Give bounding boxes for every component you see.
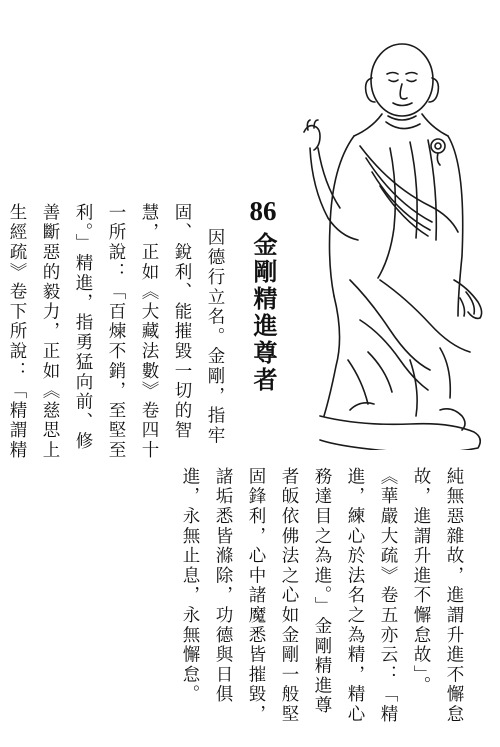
- upper-text-column: 生經疏》卷下所說：「精謂精: [7, 203, 27, 461]
- lower-text-column: 故，進謂升進不懈怠故」。: [411, 467, 431, 696]
- lower-text-column: 《華嚴大疏》卷五亦云：「精: [378, 467, 398, 725]
- entry-heading: [243, 196, 283, 394]
- upper-text-column: 利。」精進，指勇猛向前、修: [73, 203, 93, 452]
- upper-text-column: 固、銳利、能摧毀一切的智: [172, 203, 192, 441]
- upper-text-column: 慧，正如《大藏法數》卷四十: [139, 203, 159, 461]
- lower-text-column: 諸垢悉皆滌除，功德與日俱: [213, 467, 233, 705]
- lower-text-column: 者皈依佛法之心如金剛一般堅: [279, 467, 299, 725]
- entry-number: 86: [249, 196, 277, 226]
- arhat-illustration: [290, 30, 490, 450]
- entry-title: 金剛精進尊者: [249, 232, 278, 394]
- upper-text-column: 善斷惡的毅力，正如《慈思上: [40, 203, 60, 461]
- lower-text-column: 務達目之為進。」金剛精進尊: [312, 467, 332, 716]
- upper-text-column: 一所說：「百煉不銷，至堅至: [106, 203, 126, 461]
- lower-text-column: 進，練心於法名之為精，精心: [345, 467, 365, 725]
- arhat-figure-icon: [290, 30, 490, 450]
- lower-text-column: 純無惡雜故，進謂升進不懈怠: [444, 467, 464, 725]
- lower-text-column: 固鋒利，心中諸魔悉皆摧毀，: [246, 467, 266, 725]
- lower-text-column: 進，永無止息，永無懈怠。: [180, 467, 200, 705]
- upper-text-column: 因德行立名。金剛，指牢: [205, 228, 225, 446]
